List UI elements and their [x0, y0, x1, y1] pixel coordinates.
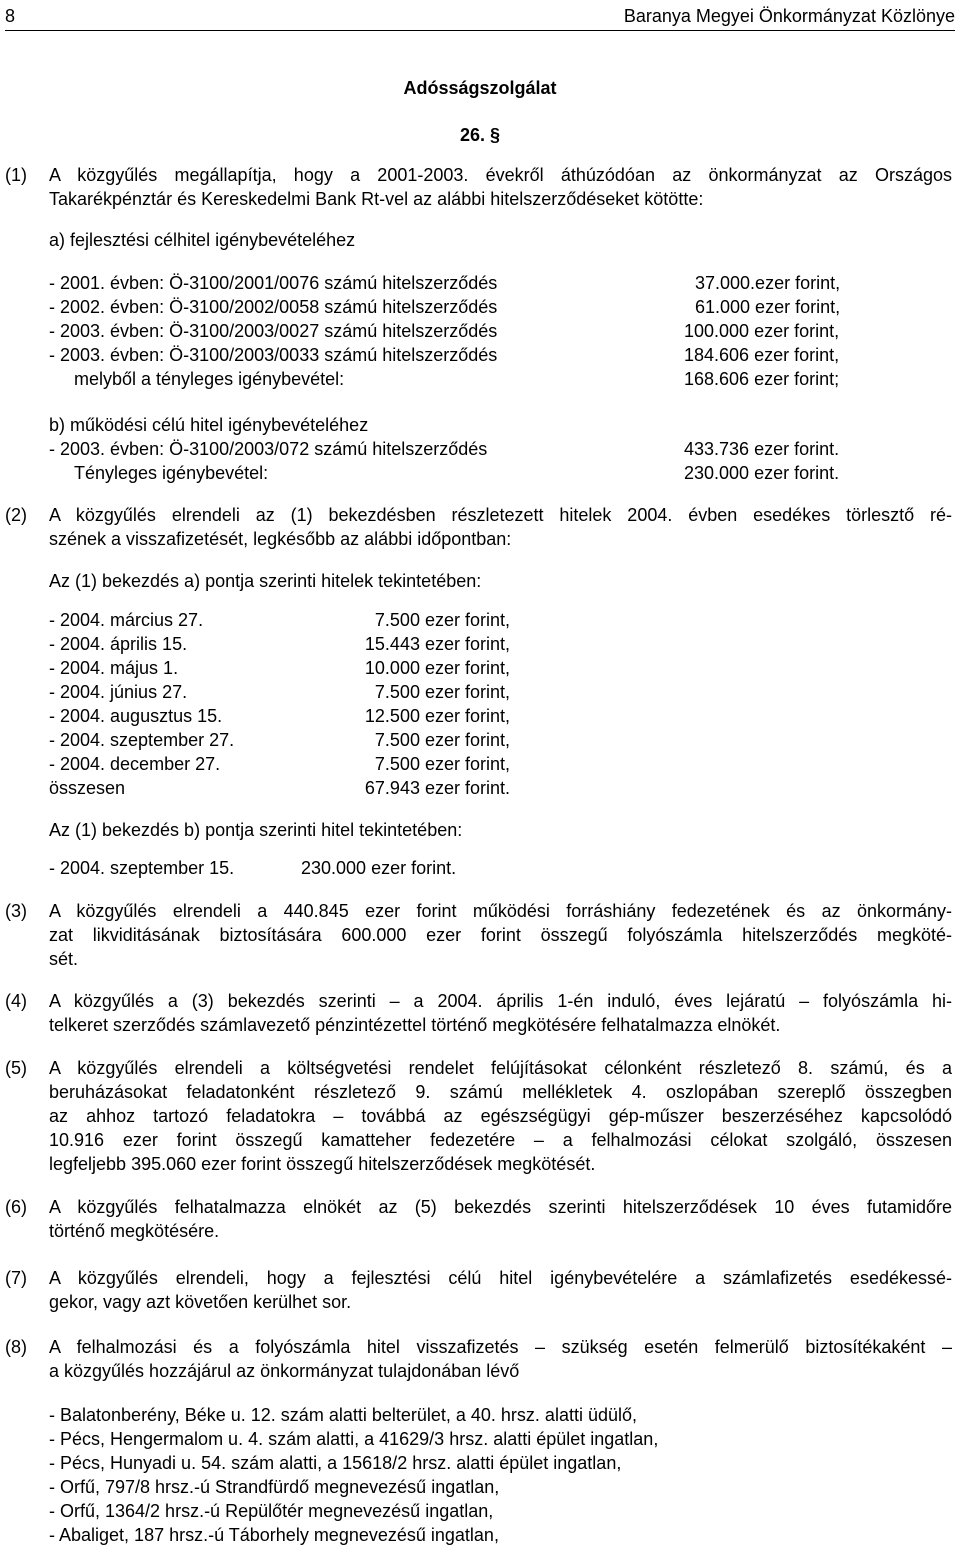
- paragraph-line: A közgyűlés elrendeli a 440.845 ezer forint működési forráshiány fedezetének és az önkormány-: [49, 901, 952, 921]
- paragraph-line: A közgyűlés felhatalmazza elnökét az (5) bekezdés szerinti hitelszerződések 10 éves futamidőre: [49, 1197, 952, 1217]
- schedule-amount: 15.443 ezer forint,: [364, 634, 510, 654]
- schedule-date: - 2004. december 27.: [49, 754, 221, 774]
- schedule-amount: 7.500 ezer forint,: [374, 610, 510, 630]
- paragraph-4-text: [49, 989, 952, 1037]
- property-item: - Orfű, 1364/2 hrsz.-ú Repülőtér megnevezésű ingatlan,: [49, 1501, 494, 1521]
- schedule-amount: 10.000 ezer forint,: [364, 658, 510, 678]
- schedule-a-heading: Az (1) bekezdés a) pontja szerinti hitelek tekintetében:: [49, 571, 482, 591]
- property-item: - Abaliget, 187 hrsz.-ú Táborhely megnevezésű ingatlan,: [49, 1525, 499, 1545]
- loan-label: - 2003. évben: Ö-3100/2003/0033 számú hitelszerződés: [49, 345, 498, 365]
- paragraph-line: A közgyűlés a (3) bekezdés szerinti – a 2004. április 1-én induló, éves lejáratú – folyószámla hi-: [49, 991, 952, 1011]
- loan-amount: 433.736 ezer forint.: [684, 439, 840, 459]
- paragraph-line: sét.: [49, 949, 79, 969]
- schedule-b-heading: Az (1) bekezdés b) pontja szerinti hitel tekintetében:: [49, 820, 463, 840]
- paragraph-5-number: (5): [5, 1058, 27, 1078]
- page-number: 8: [5, 6, 16, 26]
- loan-amount: 168.606 ezer forint;: [684, 369, 840, 389]
- schedule-date: - 2004. április 15.: [49, 634, 188, 654]
- loan-amount: 100.000 ezer forint,: [684, 321, 840, 341]
- paragraph-line: gekor, vagy azt követően kerülhet sor.: [49, 1292, 352, 1312]
- paragraph-5-text: [49, 1056, 952, 1176]
- paragraph-line: legfeljebb 395.060 ezer forint összegű hitelszerződések megkötését.: [49, 1154, 596, 1174]
- paragraph-line: A közgyűlés megállapítja, hogy a 2001-2003. évekről áthúzódóan az önkormányzat az Országos: [49, 165, 952, 185]
- paragraph-2-number: (2): [5, 505, 27, 525]
- paragraph-line: szének a visszafizetését, legkésőbb az alábbi időpontban:: [49, 529, 512, 549]
- paragraph-line: beruházásokat feladatonként részletező 9. számú mellékletek 4. oszlopában szereplő összegben: [49, 1082, 952, 1102]
- loan-label: melyből a tényleges igénybevétel:: [74, 369, 345, 389]
- paragraph-7-text: [49, 1266, 952, 1314]
- schedule-date: - 2004. március 27.: [49, 610, 204, 630]
- paragraph-3-number: (3): [5, 901, 27, 921]
- publication-title: Baranya Megyei Önkormányzat Közlönye: [623, 6, 955, 26]
- paragraph-line: A közgyűlés elrendeli, hogy a fejlesztési célú hitel igénybevételére a számlafizetés esedékessé-: [49, 1268, 952, 1288]
- paragraph-2-text: [49, 503, 952, 551]
- schedule-date: - 2004. május 1.: [49, 658, 179, 678]
- paragraph-4-number: (4): [5, 991, 27, 1011]
- schedule-total-label: összesen: [49, 778, 126, 798]
- section-title: Adósságszolgálat: [403, 78, 557, 98]
- loan-label: - 2003. évben: Ö-3100/2003/072 számú hitelszerződés: [49, 439, 488, 459]
- property-item: - Pécs, Hunyadi u. 54. szám alatti, a 15618/2 hrsz. alatti épület ingatlan,: [49, 1453, 622, 1473]
- paragraph-line: telkeret szerződés számlavezető pénzintézettel történő megkötésére felhatalmazza elnökét.: [49, 1015, 781, 1035]
- paragraph-line: zat likviditásának biztosítására 600.000 ezer forint összegű folyószámla hitelszerződés megköté-: [49, 925, 952, 945]
- paragraph-line: az ahhoz tartozó feladatokra – továbbá az egészségügyi gép-műszer beszerzéséhez kapcsolódó: [49, 1106, 952, 1126]
- loan-label: - 2001. évben: Ö-3100/2001/0076 számú hitelszerződés: [49, 273, 498, 293]
- schedule-date: - 2004. június 27.: [49, 682, 188, 702]
- paragraph-6-text: [49, 1195, 952, 1243]
- paragraph-3-text: [49, 899, 952, 971]
- paragraph-1-number: (1): [5, 165, 27, 185]
- loan-label: Tényleges igénybevétel:: [74, 463, 269, 483]
- paragraph-8-text: [49, 1335, 952, 1383]
- schedule-date: - 2004. szeptember 15.: [49, 858, 235, 878]
- page-header: [5, 4, 955, 31]
- schedule-date: - 2004. augusztus 15.: [49, 706, 223, 726]
- property-item: - Orfű, 797/8 hrsz.-ú Strandfürdő megnevezésű ingatlan,: [49, 1477, 500, 1497]
- paragraph-line: 10.916 ezer forint összegű kamatteher fedezetére – a felhalmozási célokat szolgáló, összesen: [49, 1130, 952, 1150]
- loan-amount: 37.000.ezer forint,: [695, 273, 841, 293]
- paragraph-line: Takarékpénztár és Kereskedelmi Bank Rt-vel az alábbi hitelszerződéseket kötötte:: [49, 189, 704, 209]
- property-item: - Balatonberény, Béke u. 12. szám alatti belterület, a 40. hrsz. alatti üdülő,: [49, 1405, 637, 1425]
- paragraph-1-text: [49, 163, 952, 211]
- subpoint-a-heading: a) fejlesztési célhitel igénybevételéhez: [49, 230, 356, 250]
- loan-amount: 230.000 ezer forint.: [684, 463, 840, 483]
- paragraph-line: A közgyűlés elrendeli az (1) bekezdésben részletezett hitelek 2004. évben esedékes törlesztő ré-: [49, 505, 952, 525]
- schedule-amount: 7.500 ezer forint,: [374, 730, 510, 750]
- paragraph-6-number: (6): [5, 1197, 27, 1217]
- subpoint-b-heading: b) működési célú hitel igénybevételéhez: [49, 415, 369, 435]
- schedule-date: - 2004. szeptember 27.: [49, 730, 235, 750]
- paragraph-line: a közgyűlés hozzájárul az önkormányzat tulajdonában lévő: [49, 1361, 520, 1381]
- schedule-amount: 230.000 ezer forint.: [301, 858, 457, 878]
- schedule-total-amount: 67.943 ezer forint.: [364, 778, 510, 798]
- schedule-amount: 7.500 ezer forint,: [374, 754, 510, 774]
- paragraph-line: A közgyűlés elrendeli a költségvetési rendelet felújításokat célonként részletező 8. számú, és a: [49, 1058, 952, 1078]
- property-item: - Pécs, Hengermalom u. 4. szám alatti, a 41629/3 hrsz. alatti épület ingatlan,: [49, 1429, 659, 1449]
- loan-label: - 2003. évben: Ö-3100/2003/0027 számú hitelszerződés: [49, 321, 498, 341]
- paragraph-7-number: (7): [5, 1268, 27, 1288]
- loan-amount: 184.606 ezer forint,: [684, 345, 840, 365]
- paragraph-line: A felhalmozási és a folyószámla hitel visszafizetés – szükség esetén felmerülő biztosítékaként –: [49, 1337, 952, 1357]
- schedule-amount: 12.500 ezer forint,: [364, 706, 510, 726]
- paragraph-mark: 26. §: [459, 125, 501, 145]
- loan-amount: 61.000 ezer forint,: [695, 297, 841, 317]
- paragraph-8-number: (8): [5, 1337, 27, 1357]
- paragraph-line: történő megkötésére.: [49, 1221, 220, 1241]
- schedule-amount: 7.500 ezer forint,: [374, 682, 510, 702]
- loan-label: - 2002. évben: Ö-3100/2002/0058 számú hitelszerződés: [49, 297, 498, 317]
